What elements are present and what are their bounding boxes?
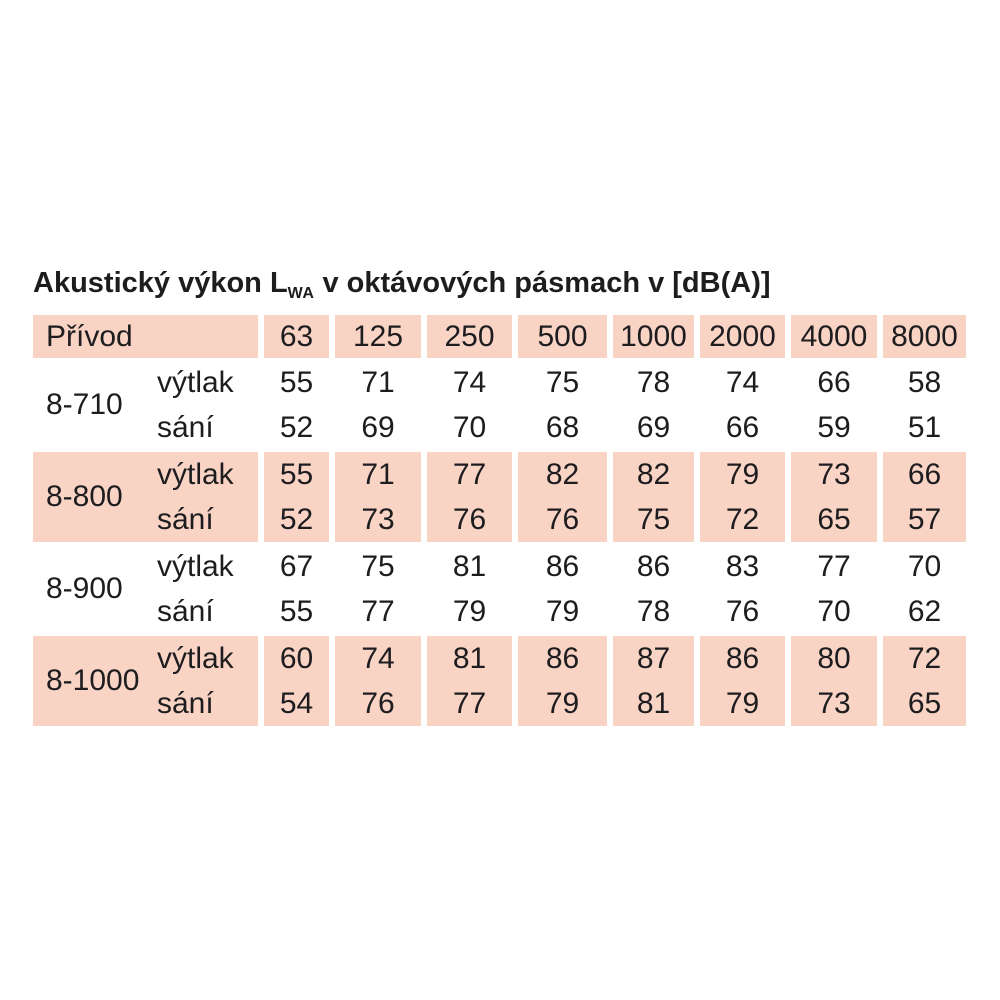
value-vytlak: 83 <box>725 550 760 583</box>
value-column-125 <box>335 636 421 726</box>
value-column-63 <box>264 452 329 542</box>
title-prefix: Akustický výkon L <box>33 267 288 299</box>
value-column-250 <box>427 452 512 542</box>
value-column-1000 <box>613 636 694 726</box>
value-column-63 <box>264 360 329 450</box>
value-column-63 <box>264 636 329 726</box>
value-vytlak: 86 <box>636 550 671 583</box>
value-sani: 65 <box>817 503 851 536</box>
value-vytlak: 73 <box>817 458 851 491</box>
header-cell-4000: 4000 <box>791 315 877 358</box>
value-vytlak: 86 <box>725 642 760 675</box>
value-column-4000 <box>791 452 877 542</box>
value-column-2000 <box>700 544 785 634</box>
value-column-8000 <box>883 544 966 634</box>
model-label: 8-900 <box>46 572 123 605</box>
value-sani: 79 <box>452 595 487 628</box>
mode-label-sani: sání <box>157 411 214 444</box>
header-cell-63: 63 <box>264 315 329 358</box>
value-sani: 76 <box>452 503 487 536</box>
value-column-8000 <box>883 360 966 450</box>
value-vytlak: 74 <box>725 366 760 399</box>
row-group-8-900 <box>33 544 966 634</box>
value-vytlak: 74 <box>361 642 395 675</box>
value-vytlak: 86 <box>545 642 580 675</box>
value-vytlak: 81 <box>452 642 487 675</box>
value-vytlak: 81 <box>452 550 487 583</box>
value-vytlak: 72 <box>907 642 942 675</box>
value-column-2000 <box>700 360 785 450</box>
value-sani: 79 <box>725 687 760 720</box>
value-sani: 76 <box>545 503 580 536</box>
table-header-row <box>33 315 966 358</box>
value-sani: 52 <box>279 503 314 536</box>
value-sani: 76 <box>725 595 760 628</box>
value-column-500 <box>518 452 607 542</box>
value-vytlak: 87 <box>636 642 671 675</box>
value-column-2000 <box>700 452 785 542</box>
mode-label-sani: sání <box>157 595 214 628</box>
header-cell-125: 125 <box>335 315 421 358</box>
value-vytlak: 71 <box>361 366 395 399</box>
value-sani: 79 <box>545 595 580 628</box>
value-sani: 68 <box>545 411 580 444</box>
value-sani: 62 <box>907 595 942 628</box>
mode-label-sani: sání <box>157 503 214 536</box>
model-label: 8-1000 <box>46 664 140 697</box>
value-vytlak: 60 <box>279 642 314 675</box>
value-vytlak: 86 <box>545 550 580 583</box>
value-sani: 69 <box>361 411 395 444</box>
mode-label-vytlak: výtlak <box>157 550 234 583</box>
value-vytlak: 71 <box>361 458 395 491</box>
value-sani: 70 <box>452 411 487 444</box>
value-column-4000 <box>791 636 877 726</box>
value-sani: 55 <box>279 595 314 628</box>
value-sani: 52 <box>279 411 314 444</box>
value-sani: 79 <box>545 687 580 720</box>
value-vytlak: 66 <box>907 458 942 491</box>
value-sani: 77 <box>452 687 487 720</box>
row-group-8-1000 <box>33 636 966 726</box>
row-group-8-800 <box>33 452 966 542</box>
value-sani: 70 <box>817 595 851 628</box>
value-column-8000 <box>883 452 966 542</box>
value-column-1000 <box>613 452 694 542</box>
value-column-500 <box>518 544 607 634</box>
value-vytlak: 75 <box>361 550 395 583</box>
header-cell-privod: Přívod <box>33 315 258 358</box>
value-sani: 65 <box>907 687 942 720</box>
value-vytlak: 74 <box>452 366 487 399</box>
model-label: 8-800 <box>46 480 123 513</box>
value-column-250 <box>427 544 512 634</box>
value-column-1000 <box>613 360 694 450</box>
mode-label-sani: sání <box>157 687 214 720</box>
header-cell-250: 250 <box>427 315 512 358</box>
value-column-4000 <box>791 544 877 634</box>
model-label: 8-710 <box>46 388 123 421</box>
value-sani: 66 <box>725 411 760 444</box>
table-title <box>33 266 771 311</box>
header-cell-8000: 8000 <box>883 315 966 358</box>
value-vytlak: 55 <box>279 458 314 491</box>
header-cell-1000: 1000 <box>613 315 694 358</box>
header-cell-2000: 2000 <box>700 315 785 358</box>
title-suffix: v oktávových pásmach v [dB(A)] <box>314 267 771 299</box>
value-sani: 73 <box>817 687 851 720</box>
mode-labels <box>157 544 258 634</box>
value-sani: 78 <box>636 595 671 628</box>
group-left-8-800 <box>33 452 258 542</box>
mode-labels <box>157 360 258 450</box>
value-column-250 <box>427 360 512 450</box>
value-vytlak: 66 <box>817 366 851 399</box>
value-sani: 72 <box>725 503 760 536</box>
value-vytlak: 82 <box>545 458 580 491</box>
value-vytlak: 55 <box>279 366 314 399</box>
value-column-250 <box>427 636 512 726</box>
value-vytlak: 80 <box>817 642 851 675</box>
value-column-2000 <box>700 636 785 726</box>
value-vytlak: 58 <box>907 366 942 399</box>
mode-label-vytlak: výtlak <box>157 458 234 491</box>
value-sani: 81 <box>636 687 671 720</box>
value-vytlak: 70 <box>907 550 942 583</box>
value-column-8000 <box>883 636 966 726</box>
value-vytlak: 79 <box>725 458 760 491</box>
value-sani: 77 <box>361 595 395 628</box>
group-left-8-1000 <box>33 636 258 726</box>
value-column-125 <box>335 544 421 634</box>
value-vytlak: 67 <box>279 550 314 583</box>
group-left-8-710 <box>33 360 258 450</box>
value-column-63 <box>264 544 329 634</box>
value-column-125 <box>335 360 421 450</box>
value-vytlak: 82 <box>636 458 671 491</box>
value-column-1000 <box>613 544 694 634</box>
mode-labels <box>157 452 258 542</box>
value-sani: 54 <box>279 687 314 720</box>
value-column-4000 <box>791 360 877 450</box>
row-group-8-710 <box>33 360 966 450</box>
value-sani: 51 <box>907 411 942 444</box>
mode-labels <box>157 636 258 726</box>
mode-label-vytlak: výtlak <box>157 366 234 399</box>
value-vytlak: 77 <box>817 550 851 583</box>
value-vytlak: 78 <box>636 366 671 399</box>
value-sani: 75 <box>636 503 671 536</box>
mode-label-vytlak: výtlak <box>157 642 234 675</box>
header-cell-500: 500 <box>518 315 607 358</box>
value-sani: 73 <box>361 503 395 536</box>
value-column-500 <box>518 636 607 726</box>
value-sani: 76 <box>361 687 395 720</box>
title-subscript: WA <box>287 285 315 302</box>
acoustic-power-table <box>33 315 966 728</box>
value-vytlak: 77 <box>452 458 487 491</box>
value-column-125 <box>335 452 421 542</box>
value-sani: 69 <box>636 411 671 444</box>
group-left-8-900 <box>33 544 258 634</box>
value-sani: 59 <box>817 411 851 444</box>
value-column-500 <box>518 360 607 450</box>
value-sani: 57 <box>907 503 942 536</box>
value-vytlak: 75 <box>545 366 580 399</box>
